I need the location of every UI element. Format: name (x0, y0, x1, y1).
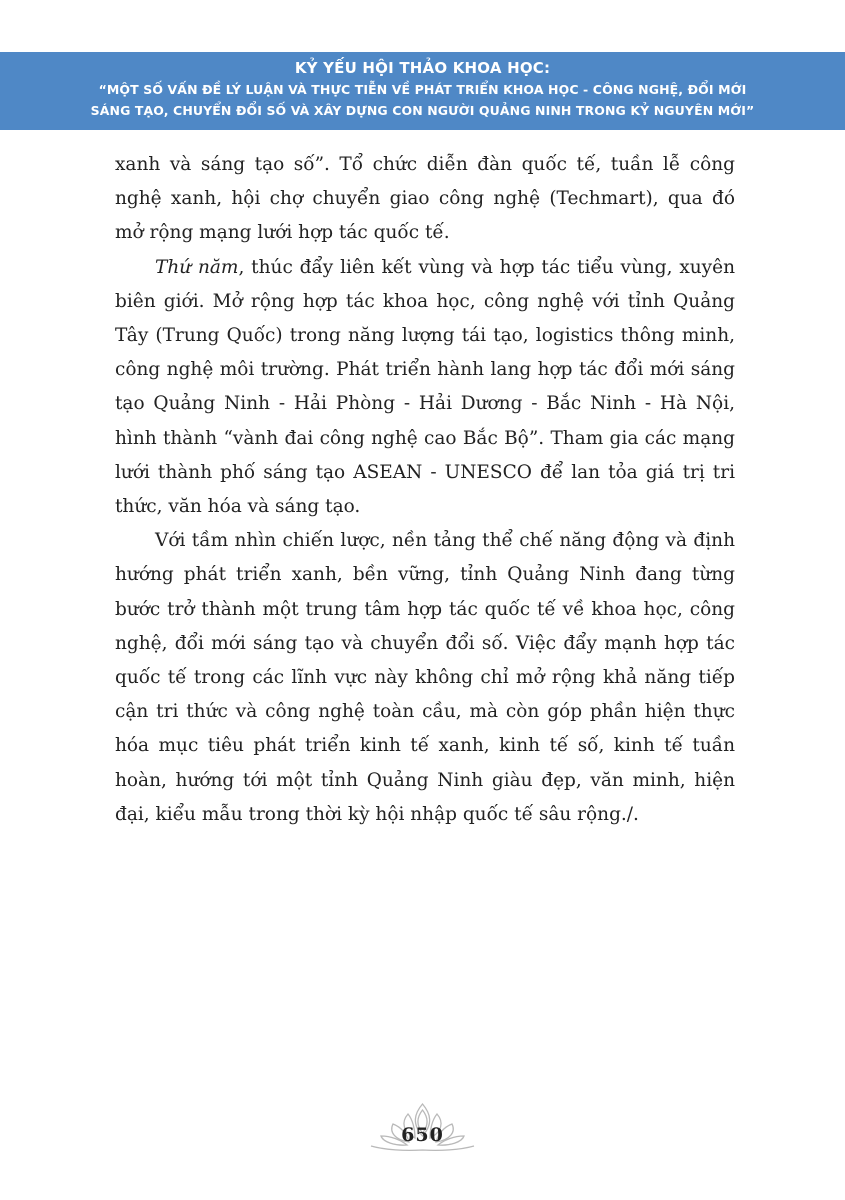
paragraph-3: Với tầm nhìn chiến lược, nền tảng thể chế năng động và định hướng phát triển xanh, bền vững, tỉnh Quảng Ninh đang từng bước trở thành một trung tâm hợp tác quốc tế về khoa học, công nghệ, đổi mới sáng tạo và chuyển đổi số. Việc đẩy mạnh hợp tác quốc tế trong các lĩnh vực này không chỉ mở rộng khả năng tiếp cận tri thức và công nghệ toàn cầu, mà còn góp phần hiện thực hóa mục tiêu phát triển kinh tế xanh, kinh tế số, kinh tế tuần hoàn, hướng tới một tỉnh Quảng Ninh giàu đẹp, văn minh, hiện đại, kiểu mẫu trong thời kỳ hội nhập quốc tế sâu rộng./. (115, 530, 735, 825)
page-number: 650 (401, 1124, 444, 1146)
paragraph-2 (115, 251, 735, 525)
article-body (115, 148, 735, 832)
header-title: KỶ YẾU HỘI THẢO KHOA HỌC: (294, 59, 551, 77)
header-subtitle-line-1: “MỘT SỐ VẤN ĐỀ LÝ LUẬN VÀ THỰC TIỄN VỀ PHÁT TRIỂN KHOA HỌC - CÔNG NGHỆ, ĐỔI MỚI (98, 82, 747, 97)
header-banner (0, 52, 845, 130)
paragraph-2-text: , thúc đẩy liên kết vùng và hợp tác tiểu vùng, xuyên biên giới. Mở rộng hợp tác khoa học, công nghệ với tỉnh Quảng Tây (Trung Quốc) trong năng lượng tái tạo, logistics thông minh, công nghệ môi trường. Phát triển hành lang hợp tác đổi mới sáng tạo Quảng Ninh - Hải Phòng - Hải Dương - Bắc Ninh - Hà Nội, hình thành “vành đai công nghệ cao Bắc Bộ”. Tham gia các mạng lưới thành phố sáng tạo ASEAN - UNESCO để lan tỏa giá trị tri thức, văn hóa và sáng tạo. (115, 256, 735, 518)
page-footer (365, 1100, 480, 1160)
paragraph-1: xanh và sáng tạo số”. Tổ chức diễn đàn quốc tế, tuần lễ công nghệ xanh, hội chợ chuyển giao công nghệ (Techmart), qua đó mở rộng mạng lưới hợp tác quốc tế. (115, 154, 735, 244)
header-subtitle-line-2: SÁNG TẠO, CHUYỂN ĐỔI SỐ VÀ XÂY DỰNG CON NGƯỜI QUẢNG NINH TRONG KỶ NGUYÊN MỚI” (90, 103, 755, 118)
paragraph-2-lead: Thứ năm (155, 256, 239, 278)
